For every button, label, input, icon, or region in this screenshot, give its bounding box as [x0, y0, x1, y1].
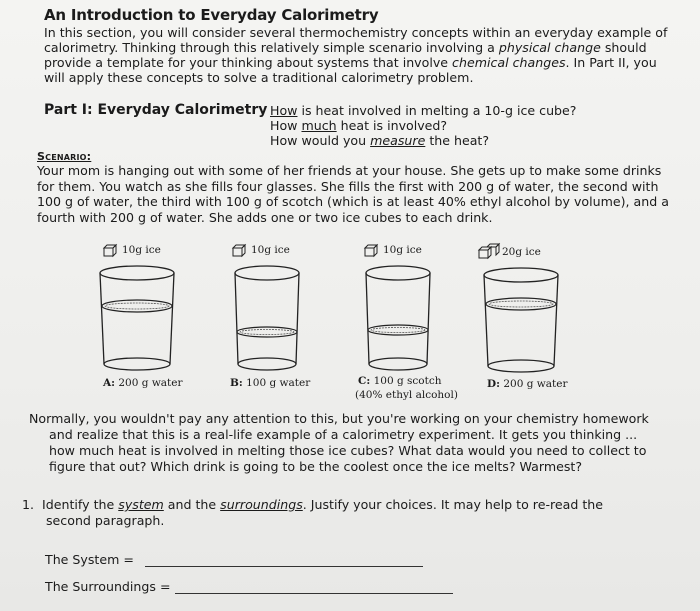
paragraph-line: how much heat is involved in melting those ice cubes? What data would you need to collect to — [49, 443, 647, 458]
ice-cube-icon — [232, 244, 246, 257]
system-answer-label: The System = — [45, 552, 134, 567]
glass-c-sublabel: (40% ethyl alcohol) — [355, 389, 458, 401]
scenario-line: Your mom is hanging out with some of her friends at your house. She gets up to make some drinks — [37, 163, 662, 178]
part-heading: Part I: Everyday Calorimetry — [44, 102, 268, 118]
guiding-question: How would you measure the heat? — [270, 133, 490, 148]
surroundings-answer-line[interactable] — [175, 593, 453, 594]
system-answer-line[interactable] — [145, 566, 423, 567]
glass-d-icon — [481, 266, 561, 376]
paragraph-line: Normally, you wouldn't pay any attention to this, but you're working on your chemistry homework — [29, 411, 649, 426]
scenario-paragraph — [37, 163, 687, 225]
question-line: second paragraph. — [46, 513, 165, 528]
question-line: 1. Identify the system and the surroundings. Justify your choices. It may help to re-read the — [22, 497, 604, 512]
glass-d-label: D: 200 g water — [487, 378, 568, 390]
guiding-question: How is heat involved in melting a 10-g ice cube? — [270, 103, 577, 118]
ice-cubes-icon — [478, 244, 500, 260]
glass-a-icon — [97, 264, 177, 374]
reflection-paragraph — [29, 411, 689, 475]
chemical-changes-term: chemical changes — [452, 55, 566, 70]
question-number: 1. — [22, 497, 35, 512]
system-term: system — [118, 497, 164, 512]
surroundings-answer-label: The Surroundings = — [45, 579, 171, 594]
ice-amount-label: 20g ice — [502, 246, 541, 258]
intro-line: calorimetry. Thinking through this relatively simple scenario involving a physical change should — [44, 40, 647, 55]
surroundings-term: surroundings — [220, 497, 303, 512]
scenario-line: for them. You watch as she fills four glasses. She fills the first with 200 g of water, the second with — [37, 178, 659, 194]
ice-cube-icon — [364, 244, 378, 257]
ice-amount-label: 10g ice — [383, 244, 422, 256]
intro-paragraph — [44, 25, 674, 85]
glass-c-label: C: 100 g scotch — [358, 375, 442, 387]
paragraph-line: figure that out? Which drink is going to be the coolest once the ice melts? Warmest? — [49, 459, 583, 474]
glass-c-icon — [363, 264, 433, 374]
physical-change-term: physical change — [498, 40, 601, 55]
paragraph-line: and realize that this is a real-life example of a calorimetry experiment. It gets you thinking ... — [49, 427, 638, 442]
guiding-question: How much heat is involved? — [270, 118, 448, 133]
glass-b-icon — [232, 264, 302, 374]
question-1 — [22, 497, 692, 529]
scenario-line: fourth with 200 g of water. She adds one or two ice cubes to each drink. — [37, 209, 493, 225]
glass-b-label: B: 100 g water — [230, 377, 311, 389]
glass-a-label: A: 200 g water — [103, 377, 183, 389]
intro-line: will apply these concepts to solve a traditional calorimetry problem. — [44, 70, 474, 85]
scenario-label: Scenario: — [37, 150, 92, 163]
page-title: An Introduction to Everyday Calorimetry — [44, 6, 379, 24]
ice-cube-icon — [103, 244, 117, 257]
ice-amount-label: 10g ice — [122, 244, 161, 256]
part-questions — [270, 103, 576, 148]
intro-line: provide a template for your thinking about systems that involve chemical changes. In Part II, you — [44, 55, 657, 70]
scenario-line: 100 g of water, the third with 100 g of scotch (which is at least 40% ethyl alcohol by volume), and a — [37, 194, 669, 209]
intro-line: In this section, you will consider several thermochemistry concepts within an everyday example of — [44, 25, 668, 40]
ice-amount-label: 10g ice — [251, 244, 290, 256]
